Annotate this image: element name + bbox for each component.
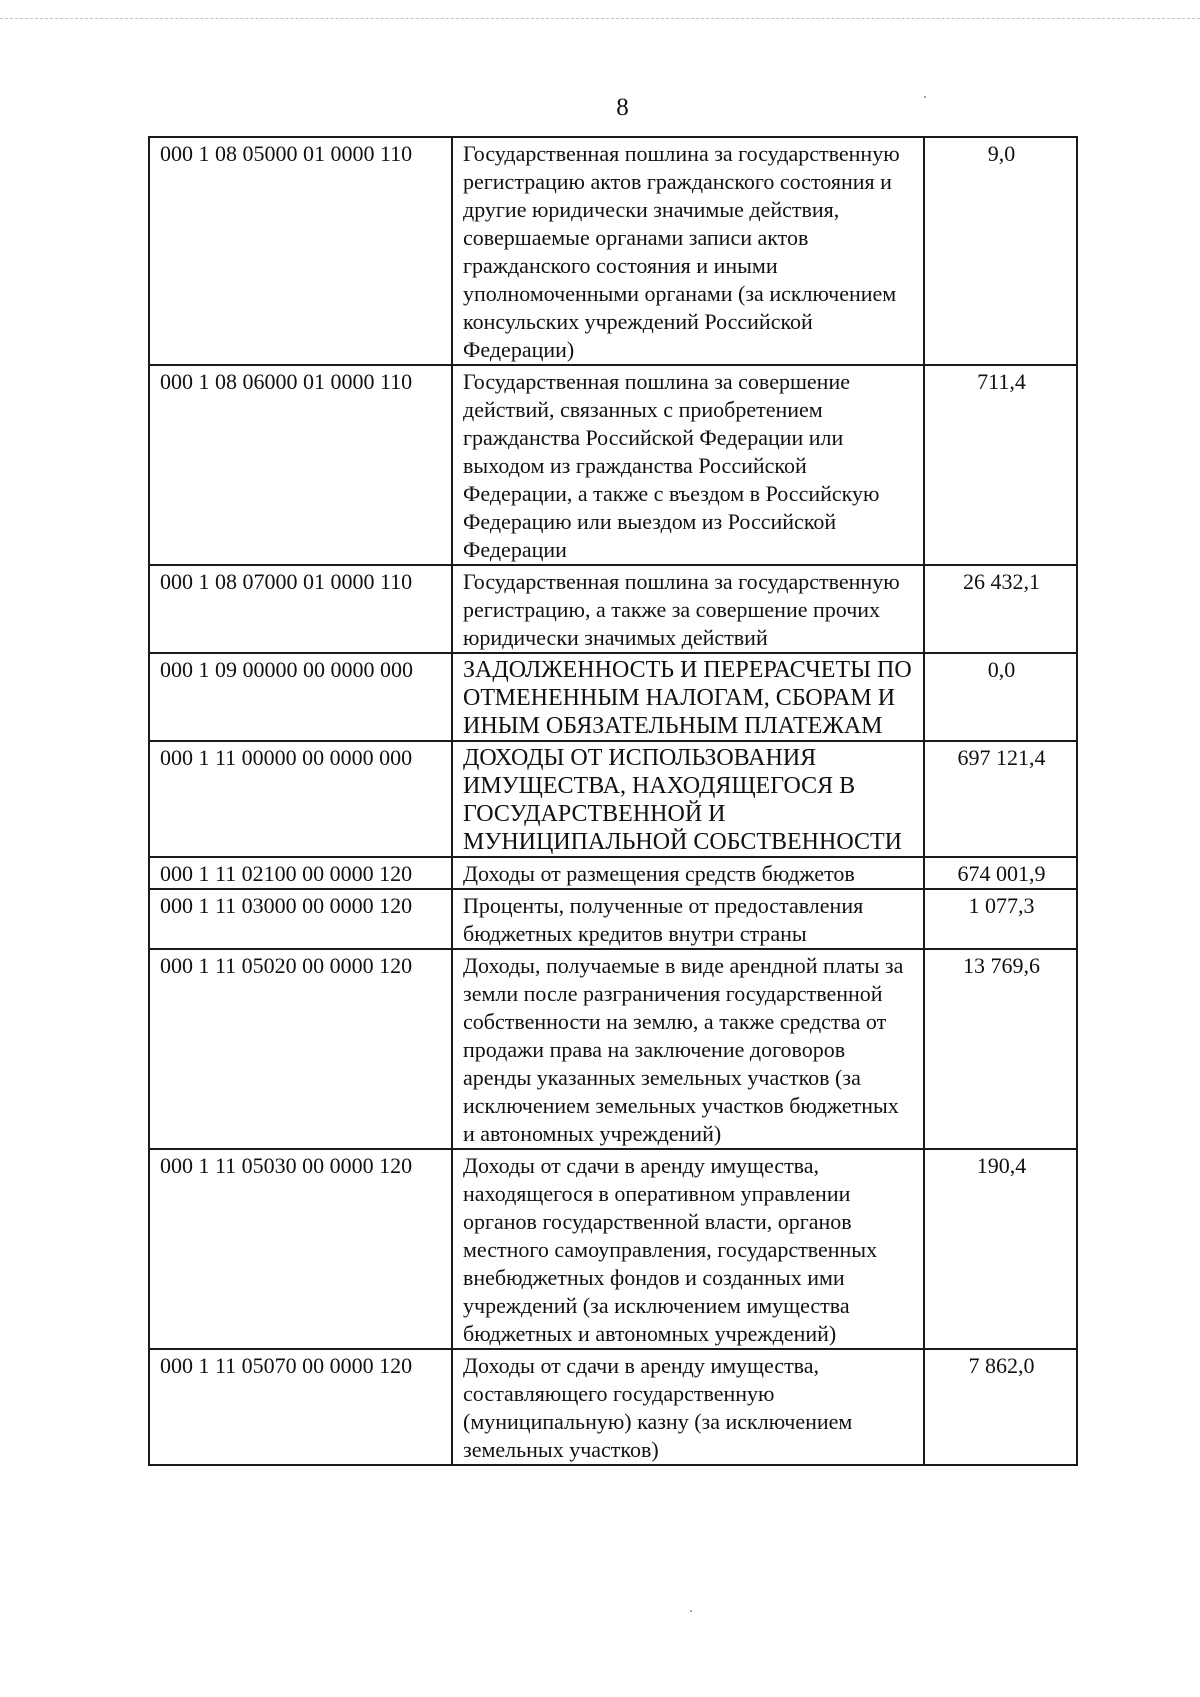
table-row-section-heading xyxy=(149,653,1077,741)
table-row xyxy=(149,365,1077,565)
budget-code-cell: 000 1 08 07000 01 0000 110 xyxy=(149,565,452,653)
revenue-name-cell: Доходы от размещения средств бюджетов xyxy=(452,857,924,889)
revenue-name-cell: Проценты, полученные от предоставления бюджетных кредитов внутри страны xyxy=(452,889,924,949)
revenue-name-cell: Доходы от сдачи в аренду имущества, составляющего государственную (муниципальную) казну (за исключением земельных участков) xyxy=(452,1349,924,1465)
revenue-table-body xyxy=(149,137,1077,1465)
revenue-name-cell: Доходы, получаемые в виде арендной платы за земли после разграничения государственной собственности на землю, а также средства от продажи права на заключение договоров аренды указанных земельных участков (за исключением земельных участков бюджетных и автономных учреждений) xyxy=(452,949,924,1149)
amount-cell: 1 077,3 xyxy=(924,889,1077,949)
budget-code-cell: 000 1 09 00000 00 0000 000 xyxy=(149,653,452,741)
table-row xyxy=(149,949,1077,1149)
table-row-section-heading xyxy=(149,741,1077,857)
budget-code-cell: 000 1 11 05020 00 0000 120 xyxy=(149,949,452,1149)
table-row xyxy=(149,565,1077,653)
amount-cell: 7 862,0 xyxy=(924,1349,1077,1465)
revenue-name-cell: Государственная пошлина за государственную регистрацию актов гражданского состояния и другие юридически значимые действия, совершаемые органами записи актов гражданского состояния и иными уполномоченными органами (за исключением консульских учреждений Российской Федерации) xyxy=(452,137,924,365)
table-row xyxy=(149,1349,1077,1465)
amount-cell: 190,4 xyxy=(924,1149,1077,1349)
scan-edge-line xyxy=(0,18,1200,19)
budget-code-cell: 000 1 11 00000 00 0000 000 xyxy=(149,741,452,857)
revenue-name-cell: Государственная пошлина за совершение действий, связанных с приобретением гражданства Российской Федерации или выходом из гражданства Российской Федерации, а также с въездом в Российскую Федерацию или выездом из Российской Федерации xyxy=(452,365,924,565)
section-heading-cell: ДОХОДЫ ОТ ИСПОЛЬЗОВАНИЯ ИМУЩЕСТВА, НАХОДЯЩЕГОСЯ В ГОСУДАРСТВЕННОЙ И МУНИЦИПАЛЬНОЙ СОБСТВЕННОСТИ xyxy=(452,741,924,857)
scan-speck xyxy=(924,96,926,98)
amount-cell: 674 001,9 xyxy=(924,857,1077,889)
section-heading-cell: ЗАДОЛЖЕННОСТЬ И ПЕРЕРАСЧЕТЫ ПО ОТМЕНЕННЫМ НАЛОГАМ, СБОРАМ И ИНЫМ ОБЯЗАТЕЛЬНЫМ ПЛАТЕЖАМ xyxy=(452,653,924,741)
amount-cell: 26 432,1 xyxy=(924,565,1077,653)
table-row xyxy=(149,1149,1077,1349)
page-number: 8 xyxy=(616,94,629,121)
revenue-name-cell: Государственная пошлина за государственную регистрацию, а также за совершение прочих юридически значимых действий xyxy=(452,565,924,653)
amount-cell: 0,0 xyxy=(924,653,1077,741)
revenue-name-cell: Доходы от сдачи в аренду имущества, находящегося в оперативном управлении органов государственной власти, органов местного самоуправления, государственных внебюджетных фондов и созданных ими учреждений (за исключением имущества бюджетных и автономных учреждений) xyxy=(452,1149,924,1349)
amount-cell: 711,4 xyxy=(924,365,1077,565)
table-row xyxy=(149,889,1077,949)
table-row xyxy=(149,137,1077,365)
budget-code-cell: 000 1 08 05000 01 0000 110 xyxy=(149,137,452,365)
budget-code-cell: 000 1 11 05030 00 0000 120 xyxy=(149,1149,452,1349)
amount-cell: 9,0 xyxy=(924,137,1077,365)
budget-code-cell: 000 1 11 02100 00 0000 120 xyxy=(149,857,452,889)
budget-code-cell: 000 1 08 06000 01 0000 110 xyxy=(149,365,452,565)
budget-code-cell: 000 1 11 03000 00 0000 120 xyxy=(149,889,452,949)
revenue-table xyxy=(148,136,1078,1466)
table-row xyxy=(149,857,1077,889)
scan-speck xyxy=(690,1610,692,1612)
budget-code-cell: 000 1 11 05070 00 0000 120 xyxy=(149,1349,452,1465)
amount-cell: 697 121,4 xyxy=(924,741,1077,857)
amount-cell: 13 769,6 xyxy=(924,949,1077,1149)
